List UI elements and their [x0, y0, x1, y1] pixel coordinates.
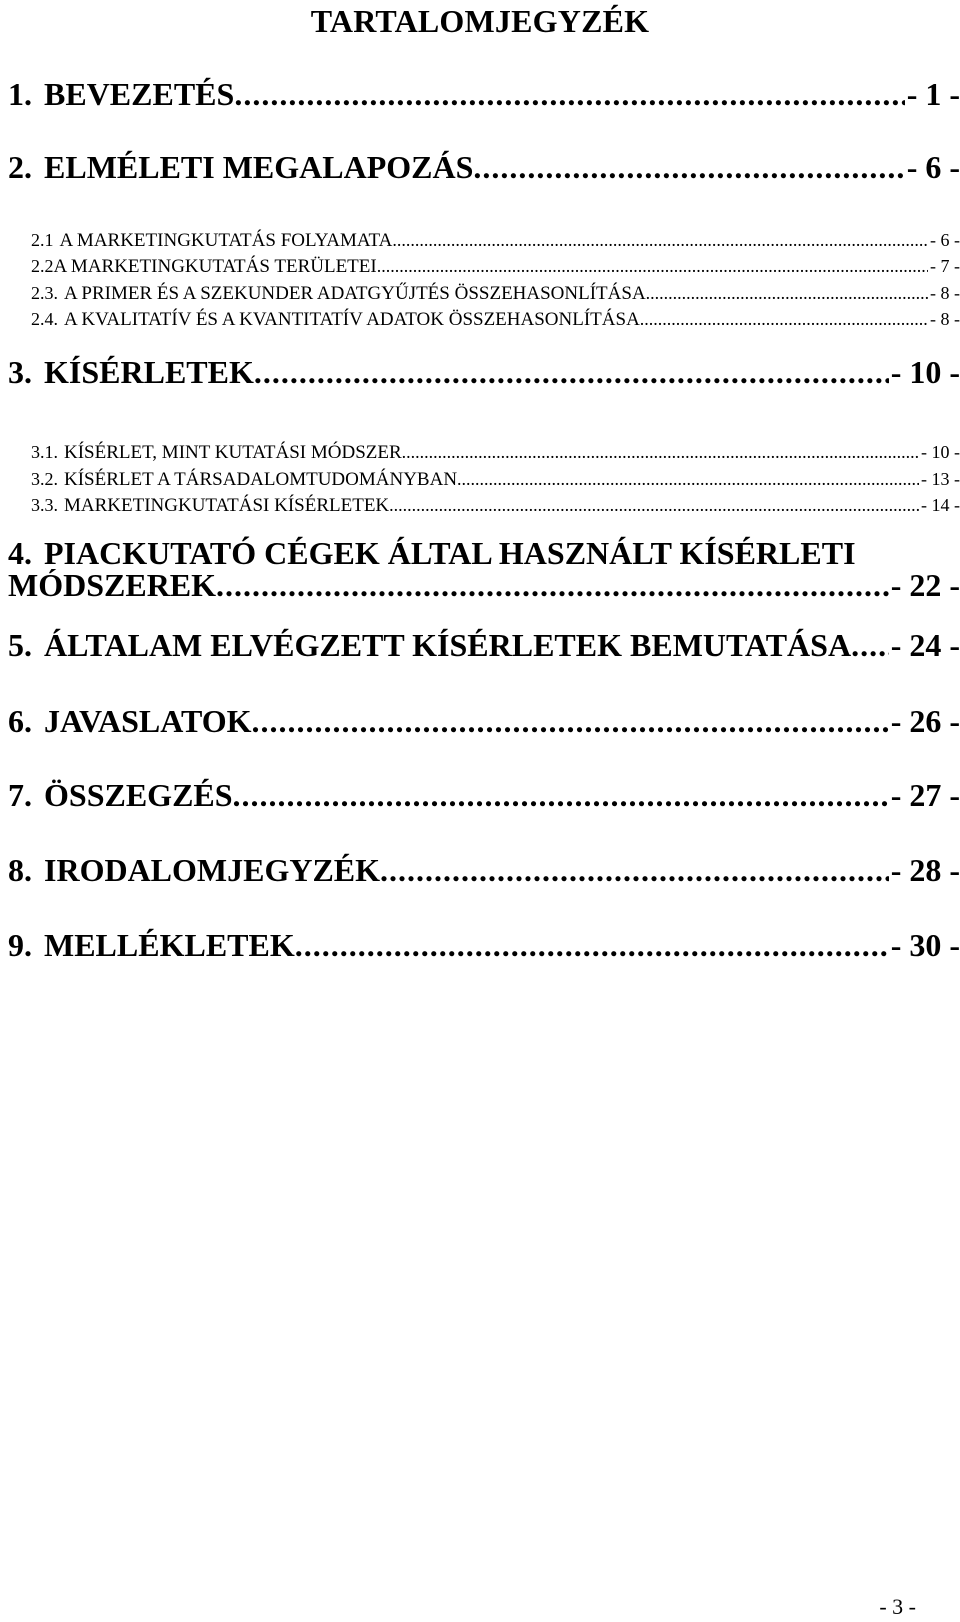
toc-dot-leader — [377, 254, 928, 278]
toc-entry-label: BEVEZETÉS — [44, 76, 235, 112]
page-title: TARTALOMJEGYZÉK — [310, 3, 650, 39]
toc-entry-label: KÍSÉRLET A TÁRSADALOMTUDOMÁNYBAN — [64, 469, 458, 490]
toc-entry-label: MELLÉKLETEK — [44, 927, 295, 963]
toc-dot-leader — [457, 467, 919, 491]
toc-entry-6[interactable] — [8, 701, 960, 741]
toc-entry-number: 1. — [8, 76, 32, 112]
toc-entry-label: KÍSÉRLET, MINT KUTATÁSI MÓDSZER — [64, 442, 402, 463]
toc-dot-leader — [234, 74, 904, 114]
toc-entry-number: 9. — [8, 927, 32, 963]
toc-dot-leader — [402, 440, 919, 464]
toc-entry-2-4[interactable] — [31, 307, 960, 332]
toc-entry-3-2[interactable] — [31, 467, 960, 492]
toc-entry-page: - 14 - — [921, 495, 960, 515]
toc-entry-page: - 10 - — [921, 442, 960, 462]
toc-entry-number: 3.3. — [31, 495, 58, 515]
toc-dot-leader — [389, 493, 919, 517]
toc-dot-leader — [254, 352, 889, 392]
toc-entry-5[interactable] — [8, 625, 960, 665]
toc-entry-page: - 6 - — [930, 230, 960, 250]
toc-entry-1[interactable] — [8, 74, 960, 114]
toc-entry-number: 5. — [8, 627, 32, 663]
toc-dot-leader — [473, 147, 904, 187]
toc-entry-label: PIACKUTATÓ CÉGEK ÁLTAL HASZNÁLT KÍSÉRLETI — [44, 535, 856, 571]
toc-entry-page: - 10 - — [890, 354, 960, 390]
toc-entry-page: - 6 - — [906, 149, 960, 185]
toc-entry-number: 2.3. — [31, 283, 58, 303]
toc-entry-page: - 13 - — [921, 469, 960, 489]
toc-dot-leader — [640, 307, 928, 331]
toc-dot-leader — [216, 569, 889, 601]
toc-entry-label: A PRIMER ÉS A SZEKUNDER ADATGYŰJTÉS ÖSSZEHASONLÍTÁSA — [64, 283, 646, 304]
toc-entry-label-continued: MÓDSZEREK — [8, 569, 217, 601]
toc-entry-number: 6. — [8, 703, 32, 739]
toc-entry-number: 4. — [8, 535, 32, 571]
toc-entry-page: - 28 - — [890, 852, 960, 888]
toc-entry-2-3[interactable] — [31, 281, 960, 306]
toc-entry-label: ÁLTALAM ELVÉGZETT KÍSÉRLETEK BEMUTATÁSA — [44, 627, 852, 663]
toc-entry-7[interactable] — [8, 775, 960, 815]
toc-entry-8[interactable] — [8, 850, 960, 890]
toc-entry-page: - 8 - — [930, 309, 960, 329]
toc-dot-leader — [380, 850, 889, 890]
toc-entry-number: 3. — [8, 354, 32, 390]
toc-entry-2[interactable] — [8, 147, 960, 187]
toc-entry-3-3[interactable] — [31, 493, 960, 518]
toc-entry-2-1[interactable] — [31, 228, 960, 253]
toc-entry-number: 2.4. — [31, 309, 58, 329]
toc-entry-number: 2.2 — [31, 256, 54, 276]
toc-entry-label: A MARKETINGKUTATÁS TERÜLETEI — [53, 256, 377, 277]
toc-entry-page: - 30 - — [890, 927, 960, 963]
page-number: - 3 - — [879, 1594, 916, 1619]
toc-entry-page: - 26 - — [890, 703, 960, 739]
toc-entry-label: A KVALITATÍV ÉS A KVANTITATÍV ADATOK ÖSSZEHASONLÍTÁSA — [64, 309, 640, 330]
toc-entry-label: JAVASLATOK — [44, 703, 252, 739]
toc-dot-leader — [851, 625, 889, 665]
toc-entry-page: - 22 - — [890, 569, 960, 601]
toc-entry-page: - 24 - — [890, 627, 960, 663]
toc-entry-number: 7. — [8, 777, 32, 813]
toc-entry-3-1[interactable] — [31, 440, 960, 465]
toc-dot-leader — [233, 775, 889, 815]
toc-entry-page: - 7 - — [930, 256, 960, 276]
toc-entry-number: 2.1 — [31, 230, 54, 250]
toc-entry-number: 2. — [8, 149, 32, 185]
toc-dot-leader — [295, 925, 889, 965]
toc-entry-3[interactable] — [8, 352, 960, 392]
toc-entry-number: 3.2. — [31, 469, 58, 489]
toc-entry-page: - 27 - — [890, 777, 960, 813]
toc-entry-9[interactable] — [8, 925, 960, 965]
toc-entry-page: - 1 - — [906, 76, 960, 112]
toc-entry-number: 3.1. — [31, 442, 58, 462]
toc-dot-leader — [392, 228, 928, 252]
toc-entry-2-2[interactable] — [31, 254, 960, 279]
toc-entry-number: 8. — [8, 852, 32, 888]
toc-entry-label: A MARKETINGKUTATÁS FOLYAMATA — [59, 230, 393, 251]
toc-entry-label: IRODALOMJEGYZÉK — [44, 852, 381, 888]
toc-entry-page: - 8 - — [930, 283, 960, 303]
toc-dot-leader — [646, 281, 928, 305]
toc-dot-leader — [252, 701, 889, 741]
toc-entry-label: MARKETINGKUTATÁSI KÍSÉRLETEK — [64, 495, 390, 516]
toc-entry-label: ÖSSZEGZÉS — [44, 777, 233, 813]
toc-entry-label: ELMÉLETI MEGALAPOZÁS — [44, 149, 474, 185]
toc-entry-4[interactable] — [8, 537, 960, 601]
toc-entry-label: KÍSÉRLETEK — [44, 354, 254, 390]
